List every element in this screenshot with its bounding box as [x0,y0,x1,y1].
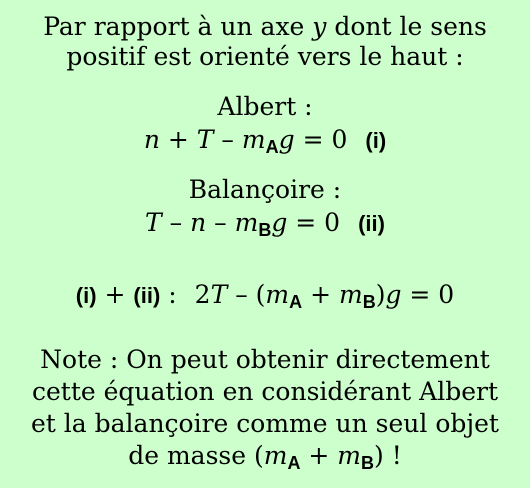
sum-colon: : [160,280,177,309]
sum-plus: + [96,280,134,309]
eq-op: – [206,208,235,237]
eq-op: – [213,125,242,154]
note-line-1: Note : On peut obtenir directement [40,345,490,374]
note-text: de masse ( [128,441,264,470]
eq-term: g [271,208,288,237]
sum-tag-i: (i) [75,283,97,308]
eq-op: – ( [227,280,266,309]
eq-term: g [278,125,295,154]
eq-subscript: B [361,453,375,473]
eq-term: n [143,125,160,154]
swing-label: Balançoire : [188,175,342,204]
eq-term: T [196,125,214,154]
intro-text-suffix: dont le sens [326,12,487,41]
axis-variable: y [312,12,327,41]
eq-subscript: B [258,220,272,240]
eq-term: m [241,125,266,154]
eq-paren: ) [375,280,386,309]
eq-subscript: A [265,137,279,157]
eq-coef: 2 [194,280,211,309]
eq-subscript: A [287,453,301,473]
intro-line-2: positif est orienté vers le haut : [66,42,464,71]
eq-subscript: A [289,292,303,312]
note-text: ) ! [374,441,402,470]
eq-rhs: = 0 [287,208,341,237]
eq-term: m [265,280,290,309]
note-line-2: cette équation en considérant Albert [32,377,498,406]
eq-op: – [161,208,191,237]
eq-op: + [300,441,338,470]
eq-subscript: B [362,292,376,312]
eq-term: T [210,280,228,309]
sum-equation [0,280,530,312]
eq-term: m [338,280,363,309]
note-line-4 [0,441,530,473]
sum-tag-ii: (ii) [133,283,161,308]
intro-text: Par rapport à un axe [43,12,313,41]
eq-op: + [302,280,339,309]
eq-term: T [145,208,162,237]
intro-line-1 [0,12,530,42]
albert-equation [0,125,530,157]
albert-label: Albert : [217,92,313,121]
eq-rhs: = 0 [294,125,348,154]
eq-term: m [234,208,259,237]
equation-tag-i: (i) [365,128,387,153]
eq-op: + [159,125,197,154]
note-line-3: et la balançoire comme un seul objet [31,409,499,438]
eq-term: n [190,208,207,237]
eq-term: m [337,441,362,470]
eq-term: g [385,280,402,309]
equation-tag-ii: (ii) [358,211,385,236]
eq-rhs: = 0 [401,280,455,309]
eq-term: m [263,441,288,470]
swing-equation [0,208,530,240]
